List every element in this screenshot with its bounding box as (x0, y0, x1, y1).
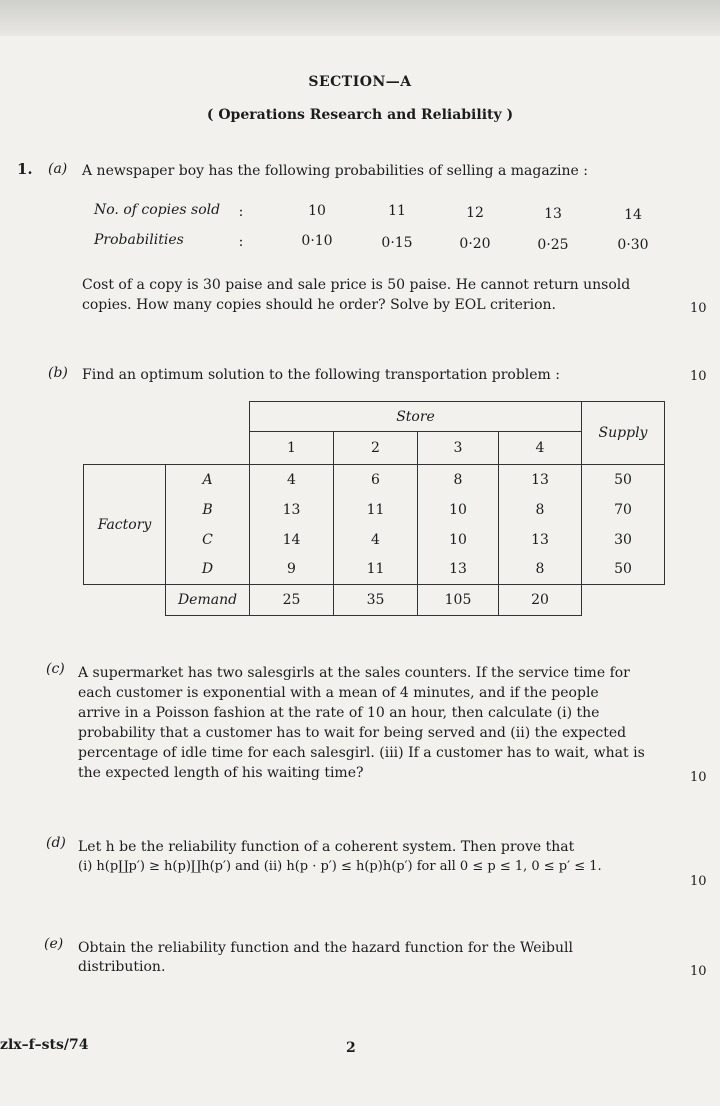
cost-cell: 14 (250, 525, 334, 555)
store-header: Store (250, 402, 582, 432)
cost-cell: 8 (418, 465, 499, 495)
transportation-table (83, 401, 665, 616)
part-c-line: probability that a customer has to wait for being served and (ii) the expected (78, 725, 627, 741)
cost-cell: 13 (499, 465, 582, 495)
scan-top-band (0, 0, 720, 36)
factory-name: C (166, 525, 250, 555)
copies-cell: 10 (308, 203, 326, 219)
probabilities-row-label: Probabilities (94, 232, 184, 248)
cost-cell: 11 (334, 555, 418, 585)
part-c-line: percentage of idle time for each salesgirl. (iii) If a customer has to wait, what is (78, 745, 645, 761)
table-row (84, 495, 665, 525)
supply-cell: 70 (582, 495, 665, 525)
factory-name: B (166, 495, 250, 525)
section-subtitle: ( Operations Research and Reliability ) (206, 107, 514, 123)
copies-row-label: No. of copies sold (94, 202, 221, 218)
supply-cell: 50 (582, 555, 665, 585)
copies-cell: 13 (544, 206, 562, 222)
part-d-label: (d) (46, 835, 66, 851)
cost-cell: 13 (499, 525, 582, 555)
probability-cell: 0·15 (381, 235, 413, 251)
colon: : (238, 204, 244, 220)
part-b-label: (b) (48, 365, 68, 381)
part-e-marks: 10 (690, 964, 707, 979)
demand-cell: 25 (250, 585, 334, 616)
part-a-label: (a) (48, 161, 68, 177)
part-a-text-line2: copies. How many copies should he order? Solve by EOL criterion. (82, 297, 556, 313)
part-a-intro: A newspaper boy has the following probabilities of selling a magazine : (82, 163, 588, 179)
cost-cell: 11 (334, 495, 418, 525)
copies-cell: 12 (466, 205, 484, 221)
demand-cell: 35 (334, 585, 418, 616)
part-d-line2: (i) h(p∐p′) ≥ h(p)∐h(p′) and (ii) h(p · p′) ≤ h(p)h(p′) for all 0 ≤ p ≤ 1, 0 ≤ p′ ≤ 1. (78, 859, 602, 874)
supply-cell: 50 (582, 465, 665, 495)
demand-label: Demand (166, 585, 250, 616)
part-c-marks: 10 (690, 770, 707, 785)
part-c-line: A supermarket has two salesgirls at the sales counters. If the service time for (78, 665, 630, 681)
part-a-text-line1: Cost of a copy is 30 paise and sale price is 50 paise. He cannot return unsold (82, 277, 631, 293)
part-e-line2: distribution. (78, 959, 166, 975)
cost-cell: 4 (334, 525, 418, 555)
cost-cell: 13 (250, 495, 334, 525)
cost-cell: 8 (499, 555, 582, 585)
colon: : (238, 234, 244, 250)
store-number: 1 (250, 432, 334, 465)
probability-cell: 0·25 (537, 237, 569, 253)
demand-cell: 105 (418, 585, 499, 616)
table-row (84, 525, 665, 555)
part-d-marks: 10 (690, 874, 707, 889)
page-number: 2 (346, 1040, 356, 1056)
table-row (84, 555, 665, 585)
part-c-line: each customer is exponential with a mean of 4 minutes, and if the people (78, 685, 599, 701)
demand-row (84, 585, 665, 616)
store-number: 3 (418, 432, 499, 465)
factory-name: A (166, 465, 250, 495)
part-b-marks: 10 (690, 369, 707, 384)
copies-cell: 11 (388, 203, 406, 219)
cost-cell: 9 (250, 555, 334, 585)
cost-cell: 10 (418, 495, 499, 525)
copies-cell: 14 (624, 207, 642, 223)
part-c-label: (c) (46, 661, 65, 677)
probability-cell: 0·20 (459, 236, 491, 252)
table-row (84, 465, 665, 495)
supply-header: Supply (582, 402, 665, 465)
part-e-label: (e) (44, 936, 64, 952)
paper-code: zlx–f–sts/74 (0, 1037, 89, 1053)
demand-cell: 20 (499, 585, 582, 616)
part-b-intro: Find an optimum solution to the following transportation problem : (82, 367, 560, 383)
cost-cell: 8 (499, 495, 582, 525)
part-e-line1: Obtain the reliability function and the hazard function for the Weibull (78, 940, 573, 956)
question-number: 1. (17, 160, 33, 178)
store-number: 4 (499, 432, 582, 465)
factory-label: Factory (84, 465, 166, 585)
cost-cell: 6 (334, 465, 418, 495)
cost-cell: 10 (418, 525, 499, 555)
part-d-line1: Let h be the reliability function of a coherent system. Then prove that (78, 839, 575, 855)
part-c-line: arrive in a Poisson fashion at the rate of 10 an hour, then calculate (i) the (78, 705, 600, 721)
probability-cell: 0·10 (301, 233, 333, 249)
factory-name: D (166, 555, 250, 585)
cost-cell: 13 (418, 555, 499, 585)
supply-cell: 30 (582, 525, 665, 555)
section-title: SECTION—A (308, 74, 412, 90)
cost-cell: 4 (250, 465, 334, 495)
part-c-line: the expected length of his waiting time? (78, 765, 364, 781)
part-a-marks: 10 (690, 301, 707, 316)
store-number: 2 (334, 432, 418, 465)
probability-cell: 0·30 (617, 237, 649, 253)
